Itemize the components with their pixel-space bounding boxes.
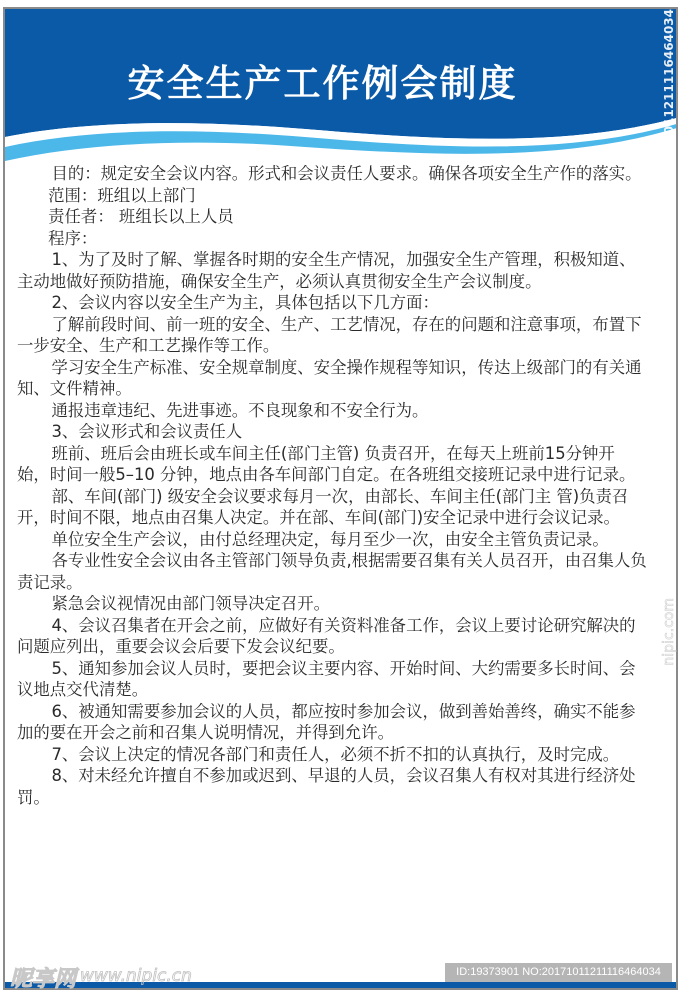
watermark-logo: 昵享网 (10, 967, 77, 992)
paragraph-item-3e: 紧急会议视情况由部门领导决定召开。 (51, 594, 331, 613)
paragraph-item-2a: 了解前段时间、前一班的安全、生产、工艺情况，存在的问题和注意事项，布置下一步安全、生产和工艺操作等工作。 (17, 314, 642, 355)
paragraph-item-2b: 学习安全生产标准、安全规章制度、安全操作规程等知识，传达上级部门的有关通知、文件精神。 (17, 357, 642, 398)
paragraph-item-1: 1、为了及时了解、掌握各时期的安全生产情况，加强安全生产管理，积极知道、主动地做好预防措施，确保安全生产，必须认真贯彻安全生产会议制度。 (17, 250, 636, 291)
side-watermark-bottom-text: nipic.com (661, 598, 677, 666)
paragraph-procedure-heading: 程序： (48, 228, 98, 248)
paragraph-purpose: 目的：规定安全会议内容。形式和会议责任人要求。确保各项安全生产作的落实。 (51, 164, 642, 183)
regulation-body (17, 163, 647, 808)
paragraph-item-7: 7、会议上决定的情况各部门和责任人，必须不折不扣的认真执行，及时完成。 (51, 744, 620, 764)
paragraph-item-2: 2、会议内容以安全生产为主，具体包括以下几方面： (51, 293, 439, 312)
paragraph-scope: 范围：班组以上部门 (48, 185, 196, 205)
side-watermark-bottom (659, 600, 681, 880)
side-watermark-top (659, 9, 681, 332)
safety-meeting-poster (3, 7, 678, 990)
paragraph-item-8: 8、对未经允许擅自不参加或迟到、早退的人员，会议召集人有权对其进行经济处罚。 (17, 766, 636, 807)
paragraph-item-3a: 班前、班后会由班长或车间主任(部门主管) 负责召开，在每天上班前15分钟开始，时间一般5–10 分钟，地点由各车间部门自定。在各班组交接班记录中进行记录。 (17, 443, 636, 484)
paragraph-item-4: 4、会议召集者在开会之前，应做好有关资料准备工作，会议上要讨论研究解决的问题应列出，重要会议会后要下发会议纪要。 (17, 615, 636, 656)
paragraph-item-5: 5、通知参加会议人员时，要把会议主要内容、开始时间、大约需要多长时间、会议地点交代清楚。 (17, 658, 636, 699)
paragraph-item-6: 6、被通知需要参加会议的人员，都应按时参加会议，做到善始善终，确实不能参加的要在开会之前和召集人说明情况，并得到允许。 (17, 701, 636, 742)
paragraph-responsible: 责任者： 班组长以上人员 (48, 207, 234, 226)
paragraph-item-3: 3、会议形式和会议责任人 (51, 422, 243, 441)
paragraph-item-3c: 单位安全生产会议，由付总经理决定，每月至少一次，由安全主管负责记录。 (51, 529, 609, 549)
watermark-id-bar: ID:19373901 NO:20171011211116464034 (445, 963, 672, 982)
paragraph-item-3d: 各专业性安全会议由各主管部门领导负责,根据需要召集有关人员召开，由召集人负责记录。 (17, 551, 647, 592)
paragraph-item-3b: 部、车间(部门) 级安全会议要求每月一次，由部长、车间主任(部门主 管)负责召开，时间不限，地点由召集人决定。并在部、车间(部门)安全记录中进行会议记录。 (17, 486, 629, 527)
poster-header (5, 9, 676, 169)
page-title: 安全生产工作例会制度 (127, 62, 518, 105)
watermark-url: www.nipic.cn (80, 966, 192, 986)
paragraph-item-2c: 通报违章违纪、先进事迹。不良现象和不安全行为。 (51, 400, 429, 420)
side-watermark-top-text: By:4056886506 No:20171011211116464034 (662, 9, 676, 309)
